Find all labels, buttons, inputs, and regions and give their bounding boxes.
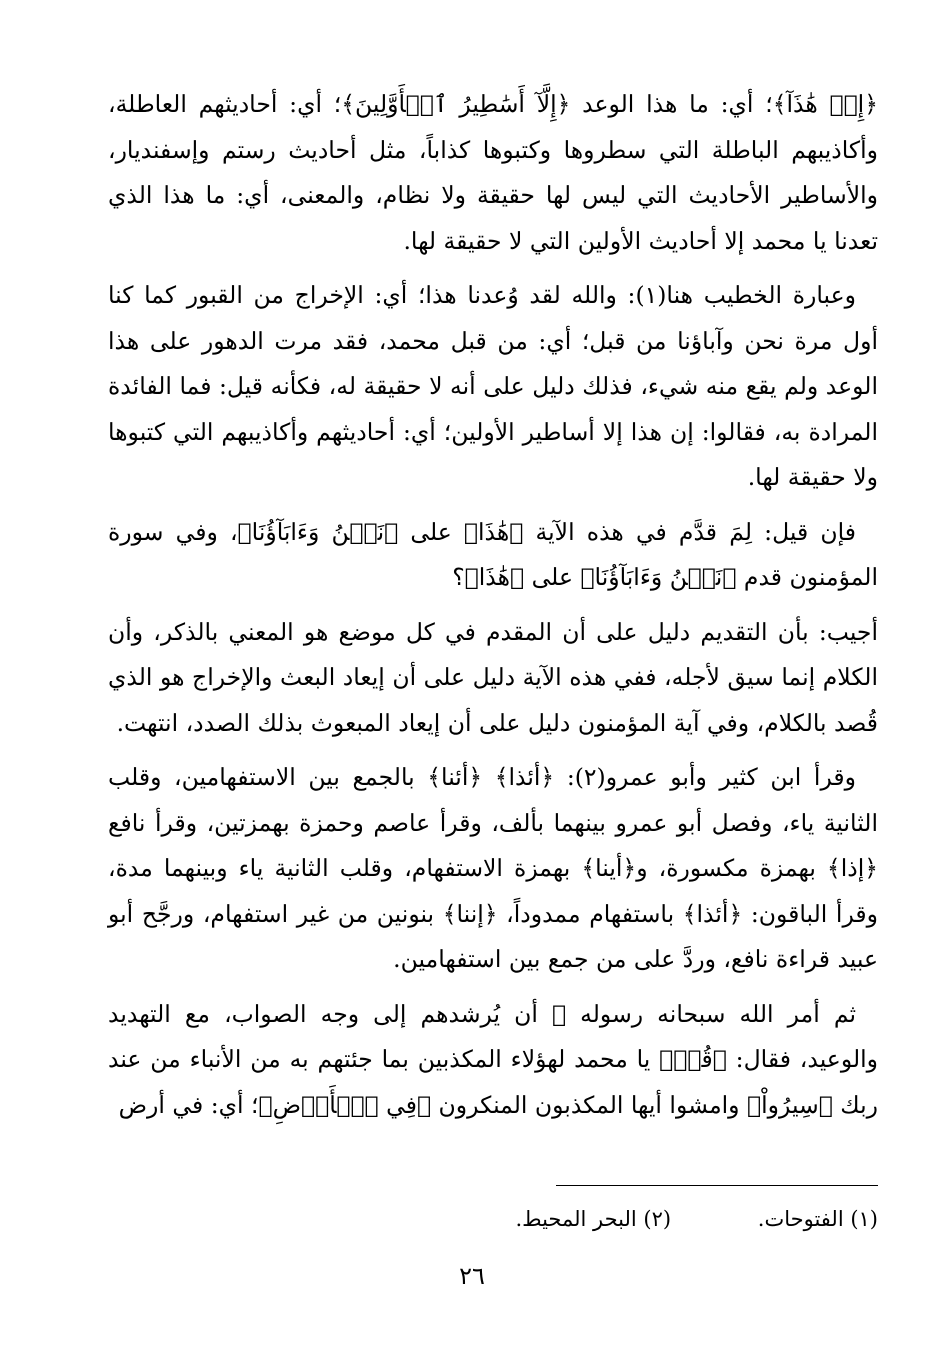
paragraph-3: فإن قيل: لِمَ قدَّم في هذه الآية ﴿هَٰذَا﴾ على ﴿نَحۡنُ وَءَابَآؤُنَا﴾، وفي سورة المؤمنون قدم ﴿نَحۡنُ وَءَابَآؤُنَا﴾ على ﴿هَٰذَا﴾؟ (108, 517, 878, 591)
footnote-2: (٢) البحر المحيط. (515, 1207, 672, 1231)
main-text (108, 82, 878, 1137)
footnote-divider (556, 1185, 878, 1186)
paragraph-6: ثم أمر الله سبحانه رسوله ﷺ أن يُرشدهم إلى وجه الصواب، مع التهديد والوعيد، فقال: ﴿قُلۡ﴾ يا محمد لهؤلاء المكذبين بما جئتهم به من الأنباء من عند ربك ﴿سِيرُواْ﴾ وامشوا أيها المكذبون المنكرون ﴿فِي ٱلۡأَرۡضِ﴾؛ أي: في أرض (108, 999, 878, 1119)
page-number: ٢٦ (459, 1262, 485, 1290)
footnote-1: (١) الفتوحات. (757, 1207, 878, 1231)
footnotes (108, 1200, 878, 1238)
paragraph-1: ﴿إِنۡ هَٰذَآ﴾؛ أي: ما هذا الوعد ﴿إِلَّآ أَسَٰطِيرُ ٱلۡأَوَّلِينَ﴾؛ أي: أحاديثهم العاطلة، وأكاذيبهم الباطلة التي سطروها وكتبوها كذاباً، مثل أحاديث رستم وإسفنديار، والأساطير الأحاديث التي ليس لها حقيقة ولا نظام، والمعنى، أي: ما هذا الذي تعدنا يا محمد إلا أحاديث الأولين التي لا حقيقة لها. (108, 90, 878, 255)
paragraph-4: أجيب: بأن التقديم دليل على أن المقدم في كل موضع هو المعني بالذكر، وأن الكلام إنما سيق لأجله، ففي هذه الآية دليل على أن إيعاد البعث والإخراج هو الذي قُصد بالكلام، وفي آية المؤمنون دليل على أن إيعاد المبعوث بذلك الصدد، انتهت. (108, 617, 878, 737)
paragraph-5: وقرأ ابن كثير وأبو عمرو(٢): ﴿أئذا﴾ ﴿أئنا﴾ بالجمع بين الاستفهامين، وقلب الثانية ياء، وفصل أبو عمرو بينهما بألف، وقرأ عاصم وحمزة بهمزتين، وقرأ نافع ﴿إذا﴾ بهمزة مكسورة، و﴿أينا﴾ بهمزة الاستفهام، وقلب الثانية ياء وبينهما مدة، وقرأ الباقون: ﴿أئذا﴾ باستفهام ممدوداً، ﴿إننا﴾ بنونين من غير استفهام، ورجَّح أبو عبيد قراءة نافع، وردَّ على من جمع بين استفهامين. (108, 763, 878, 973)
paragraph-2: وعبارة الخطيب هنا(١): والله لقد وُعدنا هذا؛ أي: الإخراج من القبور كما كنا أول مرة نحن وآباؤنا من قبل؛ أي: من قبل محمد، فقد مرت الدهور على هذا الوعد ولم يقع منه شيء، فذلك دليل على أنه لا حقيقة له، فكأنه قيل: فما الفائدة المرادة به، فقالوا: إن هذا إلا أساطير الأولين؛ أي: أحاديثهم وأكاذيبهم التي كتبوها ولا حقيقة لها. (108, 281, 878, 491)
